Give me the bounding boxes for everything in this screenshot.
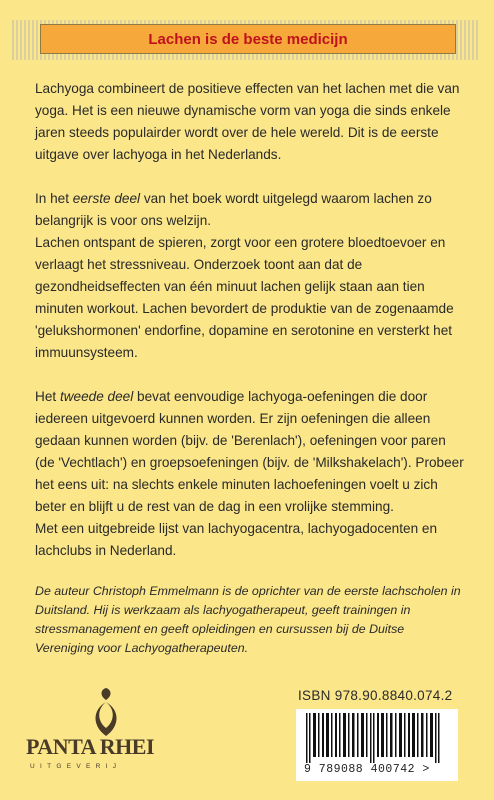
barcode (296, 709, 458, 781)
part1-detail: Lachen ontspant de spieren, zorgt voor een grotere bloedtoevoer en verlaagt het stressniveau. Onderzoek toont aan dat de gezondheidseffecten van één minuut lachen gelijk staan aan tien minuten workout. Lachen bevordert de produktie van de zogenaamde 'gelukshormonen' endorfine, dopamine en serotonine en versterkt het immuunsysteem. (35, 235, 454, 360)
title-box (40, 24, 456, 54)
barcode-number: 9 789088 400742 > (304, 763, 430, 776)
part2-list: Met een uitgebreide lijst van lachyogacentra, lachyogadocenten en lachclubs in Nederland. (35, 521, 438, 558)
author-bio: De auteur Christoph Emmelmann is de oprichter van de eerste lachscholen in Duitsland. Hij is werkzaam als lachyogatherapeut, geeft trainingen in stressmanagement en geeft opleidingen en cursussen bij de Duitse Vereniging voor Lachyogatherapeuten. (35, 584, 461, 655)
isbn: ISBN 978.90.8840.074.2 (298, 688, 453, 703)
blurb (35, 78, 465, 562)
publisher-logo (26, 688, 176, 778)
wave-emblem-icon (86, 688, 126, 738)
barcode-bars (300, 713, 454, 763)
cover-title: Lachen is de beste medicijn (148, 30, 348, 48)
part2-paragraph: Het tweede deel bevat eenvoudige lachyoga-oefeningen die door iedereen uitgevoerd kunnen worden. Er zijn oefeningen die alleen gedaan kunnen worden (bijv. de 'Berenlach'), oefeningen voor paren (de 'Vechtlach') en groepsoefeningen (bijv. de 'Milkshakelach'). Probeer het eens uit: na slechts enkele minuten lachoefeningen voelt u zich beter en blijft u de rest van de dag in een vrolijke stemming. (35, 389, 464, 514)
publisher-name: PANTA RHEI (26, 734, 155, 759)
part1-emphasis: eerste deel (72, 191, 141, 206)
intro-paragraph: Lachyoga combineert de positieve effecten van het lachen met die van yoga. Het is een nieuwe dynamische vorm van yoga die sinds enkele jaren steeds populairder wordt over de hele wereld. Dit is de eerste uitgave over lachyoga in het Nederlands. (35, 81, 460, 162)
part1-paragraph: In het eerste deel van het boek wordt uitgelegd waarom lachen zo belangrijk is voor ons welzijn. (35, 191, 432, 228)
part2-emphasis: tweede deel (59, 389, 134, 404)
publisher-subtitle: UITGEVERIJ (30, 763, 122, 770)
